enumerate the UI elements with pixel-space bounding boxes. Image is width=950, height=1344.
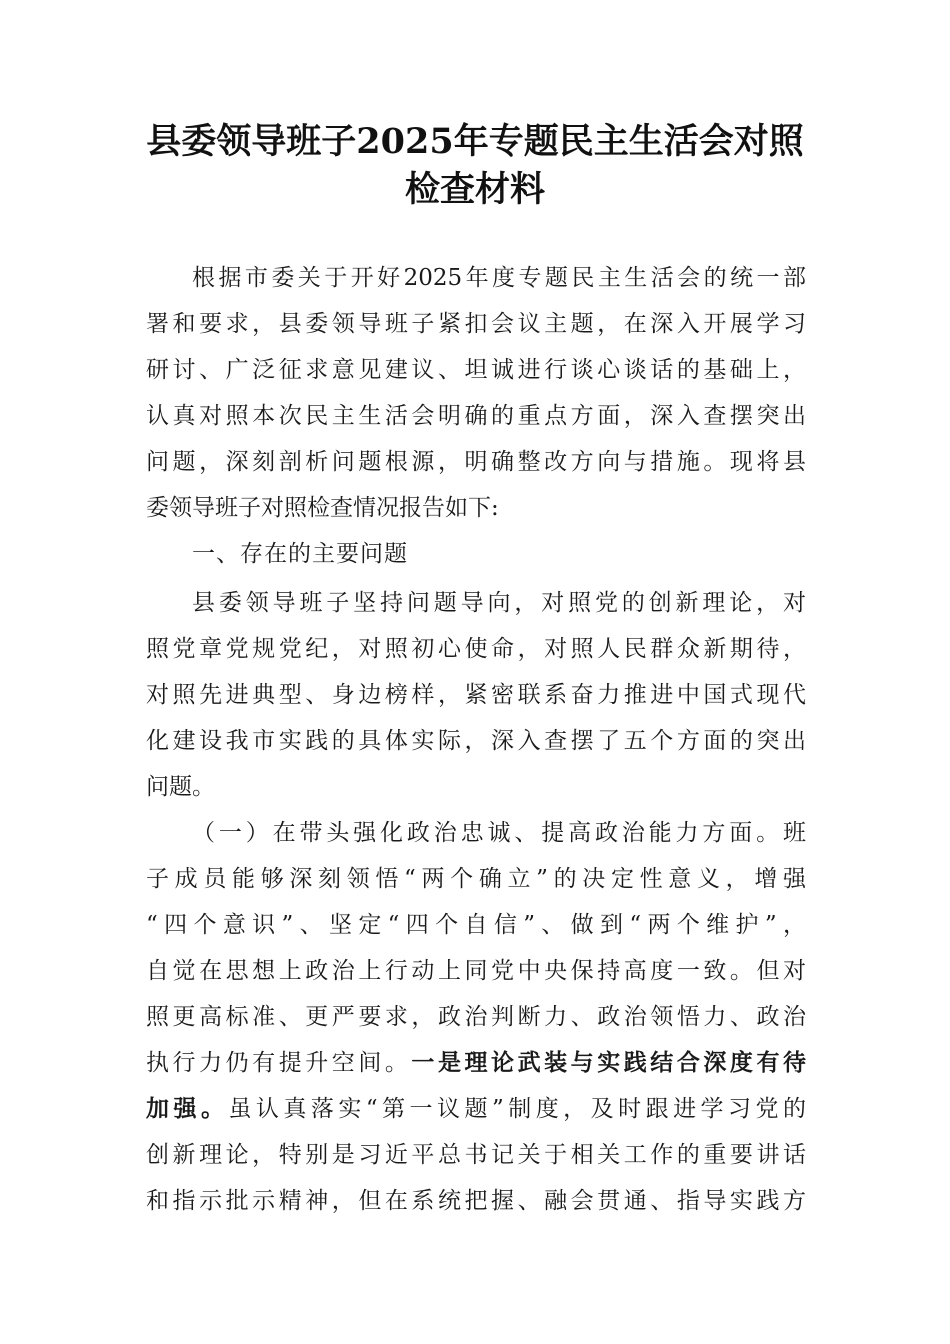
section-para-line: 县委领导班子坚持问题导向，对照党的创新理论，对 bbox=[192, 590, 806, 616]
intro-line: 委领导班子对照检查情况报告如下: bbox=[146, 495, 499, 521]
section-para-line: 化建设我市实践的具体实际，深入查摆了五个方面的突出 bbox=[146, 728, 806, 754]
sub1-line: 子成员能够深刻领悟“两个确立”的决定性意义，增强 bbox=[146, 866, 806, 892]
intro-line: 认真对照本次民主生活会明确的重点方面，深入查摆突出 bbox=[146, 403, 806, 429]
sub1-bold-point: 一是理论武装与实践结合深度有待 bbox=[411, 1049, 807, 1076]
sub1-heading: （一）在带头强化政治忠诚、提高政治能力方面。 bbox=[192, 820, 783, 846]
sub1-bold-point: 加强。 bbox=[146, 1095, 229, 1122]
intro-line: 根据市委关于开好2025年度专题民主生活会的统一部 bbox=[192, 265, 806, 291]
sub1-line: 创新理论，特别是习近平总书记关于相关工作的重要讲话 bbox=[146, 1142, 806, 1168]
intro-line: 研讨、广泛征求意见建议、坦诚进行谈心谈话的基础上， bbox=[146, 357, 806, 383]
sub1-line: “四个意识”、坚定“四个自信”、做到“两个维护”， bbox=[146, 912, 806, 938]
sub1-line: 照更高标准、更严要求，政治判断力、政治领悟力、政治 bbox=[146, 1004, 806, 1030]
section-para-line: 对照先进典型、身边榜样，紧密联系奋力推进中国式现代 bbox=[146, 682, 806, 708]
sub1-line bbox=[192, 810, 806, 856]
sub1-text: 执行力仍有提升空间。 bbox=[146, 1050, 412, 1076]
intro-line: 问题，深刻剖析问题根源，明确整改方向与措施。现将县 bbox=[146, 449, 806, 475]
sub1-line bbox=[146, 1040, 806, 1086]
section-heading: 一、存在的主要问题 bbox=[192, 541, 408, 567]
sub1-line-tail: 班 bbox=[783, 820, 806, 846]
sub1-text: 虽认真落实“第一议题”制度，及时跟进学习党的 bbox=[228, 1096, 806, 1122]
sub1-line bbox=[146, 1086, 806, 1132]
intro-line: 署和要求，县委领导班子紧扣会议主题，在深入开展学习 bbox=[146, 311, 806, 337]
section-para-line: 照党章党规党纪，对照初心使命，对照人民群众新期待， bbox=[146, 636, 806, 662]
document-title-line-1: 县委领导班子2025年专题民主生活会对照 bbox=[146, 121, 804, 162]
sub1-line: 和指示批示精神，但在系统把握、融会贯通、指导实践方 bbox=[146, 1188, 806, 1214]
document-title-line-2: 检查材料 bbox=[404, 169, 545, 210]
sub1-line: 自觉在思想上政治上行动上同党中央保持高度一致。但对 bbox=[146, 958, 806, 984]
section-para-line: 问题。 bbox=[146, 774, 215, 800]
